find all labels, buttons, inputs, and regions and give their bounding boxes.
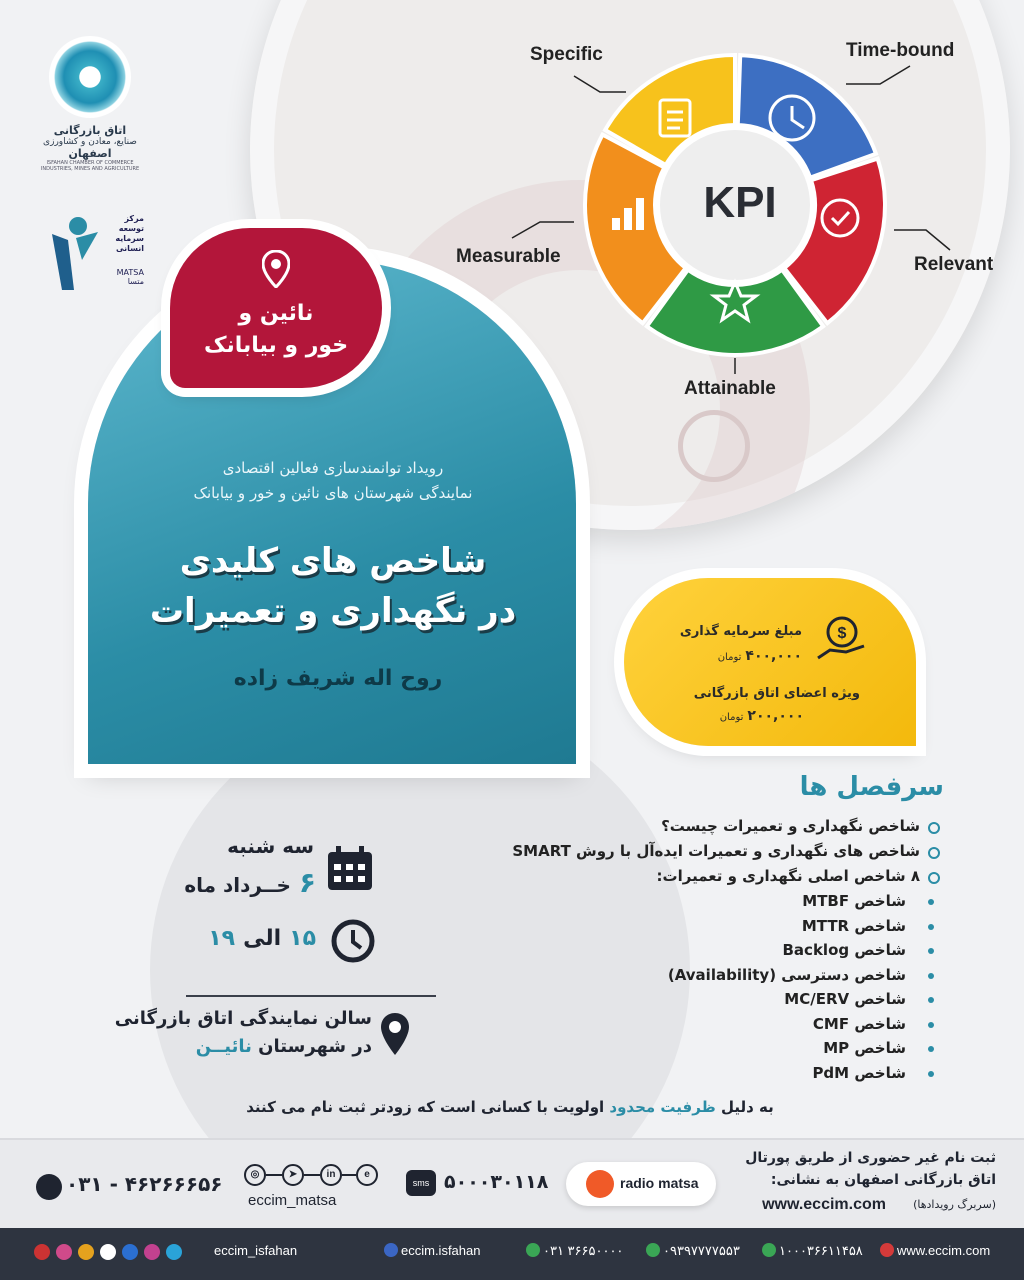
- divider: [186, 995, 436, 997]
- chamber-logo: [40, 36, 140, 172]
- sub-topic-item: شاخص دسترسی (Availability): [500, 963, 906, 988]
- matsa-text: مرکز توسعه سرمایه انسانی: [115, 214, 144, 253]
- sub-list-wrapper: [500, 889, 920, 1085]
- event-day: سه شنبه: [227, 834, 314, 858]
- ghost-check-icon: [678, 410, 750, 482]
- sub-topic-item: شاخص PdM: [500, 1061, 906, 1086]
- chamber-en: ISFAHAN CHAMBER OF COMMERCE INDUSTRIES, MINES AND AGRICULTURE: [40, 160, 140, 172]
- headings-title: سرفصل ها: [799, 772, 944, 802]
- location-pin-icon: [262, 250, 290, 288]
- phone-number: ۰۳۱ - ۴۶۲۶۶۶۵۶: [66, 1172, 223, 1196]
- footer-phone: ۰۳۱ ۳۶۶۵۰۰۰۰: [526, 1243, 623, 1259]
- price-value-members: ۲۰۰,۰۰۰تومان: [719, 708, 804, 724]
- topic-item: شاخص نگهداری و تعمیرات چیست؟: [500, 814, 920, 839]
- clock-time-icon: [330, 918, 376, 964]
- sub-topic-item: شاخص MTBF: [500, 889, 906, 914]
- money-hand-icon: [812, 608, 872, 668]
- price-card: [624, 578, 916, 746]
- price-value-general: ۴۰۰,۰۰۰تومان: [717, 648, 802, 664]
- price-label-members: ویژه اعضای اتاق بازرگانی: [693, 686, 860, 701]
- price-label-general: مبلغ سرمایه گذاری: [679, 624, 802, 639]
- footer-sms: ۱۰۰۰۳۶۶۱۱۴۵۸: [762, 1243, 863, 1259]
- radio-matsa-button[interactable]: [566, 1162, 716, 1206]
- social-handle: eccim_matsa: [248, 1192, 337, 1209]
- sub-topic-item: شاخص MC/ERV: [500, 987, 906, 1012]
- footer: [0, 1228, 1024, 1280]
- podcast-icon: [586, 1170, 614, 1198]
- instagram-icon[interactable]: ◎: [244, 1164, 266, 1186]
- label-specific: Specific: [530, 44, 603, 65]
- place-pin-icon: [380, 1012, 410, 1056]
- footer-whatsapp[interactable]: ۰۹۳۹۷۷۷۷۵۵۳: [646, 1243, 740, 1259]
- eitaa-icon[interactable]: e: [356, 1164, 378, 1186]
- event-time: ۱۵الی۱۹: [208, 926, 316, 951]
- topic-item: شاخص های نگهداری و تعمیرات ایده‌آل با روش SMART: [500, 839, 920, 864]
- sub-topic-item: شاخص MTTR: [500, 914, 906, 939]
- phone-footer-icon: [526, 1243, 540, 1257]
- sms-footer-icon: [762, 1243, 776, 1257]
- event-description: [118, 456, 548, 506]
- location-line1: نائین و: [238, 301, 314, 326]
- title-line1: شاخص های کلیدی: [179, 541, 487, 581]
- sub-topic-item: شاخص CMF: [500, 1012, 906, 1037]
- priority-note: به دلیل ظرفیت محدود اولویت با کسانی است که زودتر ثبت نام می کنند: [246, 1098, 774, 1116]
- youtube-icon[interactable]: [34, 1244, 50, 1260]
- facebook-icon: [384, 1243, 398, 1257]
- footer-website[interactable]: www.eccim.com: [880, 1243, 990, 1258]
- globe-icon: [880, 1243, 894, 1257]
- title-line2: در نگهداری و تعمیرات: [149, 591, 517, 631]
- label-attainable: Attainable: [684, 378, 776, 399]
- event-line2: نمایندگی شهرستان های نائین و خور و بیابانک: [193, 484, 473, 502]
- radio-label: radio matsa: [620, 1175, 699, 1191]
- registration-line2: اتاق بازرگانی اصفهان به نشانی:: [770, 1172, 996, 1188]
- topic-item: ۸ شاخص اصلی نگهداری و تعمیرات:: [500, 864, 920, 889]
- sub-topics: [500, 889, 920, 1085]
- sub-topic-item: شاخص Backlog: [500, 938, 906, 963]
- speaker-name: روح اله شریف زاده: [233, 666, 443, 691]
- registration-note: (سربرگ رویدادها): [913, 1198, 996, 1211]
- matsa-logo: [44, 208, 144, 294]
- event-title: [108, 536, 558, 636]
- x-icon[interactable]: [100, 1244, 116, 1260]
- matsa-en: MATSA متسا: [116, 268, 144, 286]
- telegram-footer-icon[interactable]: [166, 1244, 182, 1260]
- location-line2: خور و بیابانک: [203, 333, 349, 358]
- event-date: ۶خــرداد ماه: [184, 866, 316, 899]
- registration-line1: ثبت نام غیر حضوری از طریق پورتال: [745, 1150, 996, 1166]
- instagram-footer-icon[interactable]: [144, 1244, 160, 1260]
- footer-handle: eccim_isfahan: [214, 1243, 298, 1258]
- place-line2: در شهرستان نائیــن: [195, 1036, 372, 1057]
- aparat-icon[interactable]: [56, 1244, 72, 1260]
- event-line1: رویداد توانمندسازی فعالین اقتصادی: [222, 459, 444, 477]
- registration-url[interactable]: www.eccim.com: [762, 1196, 886, 1213]
- footer-facebook[interactable]: eccim.isfahan: [384, 1243, 480, 1258]
- label-measurable: Measurable: [456, 246, 561, 267]
- matsa-figure-icon: [48, 214, 100, 292]
- sms-number: ۵۰۰۰۳۰۱۱۸: [444, 1171, 549, 1193]
- whatsapp-icon: [646, 1243, 660, 1257]
- telegram-icon[interactable]: ➤: [282, 1164, 304, 1186]
- linkedin-footer-icon[interactable]: [122, 1244, 138, 1260]
- sms-icon: sms: [406, 1170, 436, 1196]
- linkedin-icon[interactable]: in: [320, 1164, 342, 1186]
- calendar-icon: [326, 846, 374, 892]
- eitaa-footer-icon[interactable]: [78, 1244, 94, 1260]
- chamber-emblem-icon: [49, 36, 131, 118]
- social-icons: [244, 1164, 378, 1186]
- kpi-center-label: KPI: [703, 178, 777, 227]
- location-text: [170, 298, 382, 362]
- headings-list: [500, 814, 920, 1085]
- sub-topic-item: شاخص MP: [500, 1036, 906, 1061]
- chamber-city: اصفهان: [68, 147, 112, 160]
- svg-text:$: $: [837, 625, 847, 642]
- chamber-sub: صنایع، معادن و کشاورزی: [43, 137, 137, 147]
- place-line1: سالن نمایندگی اتاق بازرگانی: [114, 1008, 372, 1029]
- chamber-name: اتاق بازرگانی: [53, 124, 127, 137]
- phone-icon: [36, 1174, 62, 1200]
- label-time-bound: Time-bound: [846, 40, 955, 61]
- location-badge: [170, 228, 382, 388]
- label-relevant: Relevant: [914, 254, 994, 275]
